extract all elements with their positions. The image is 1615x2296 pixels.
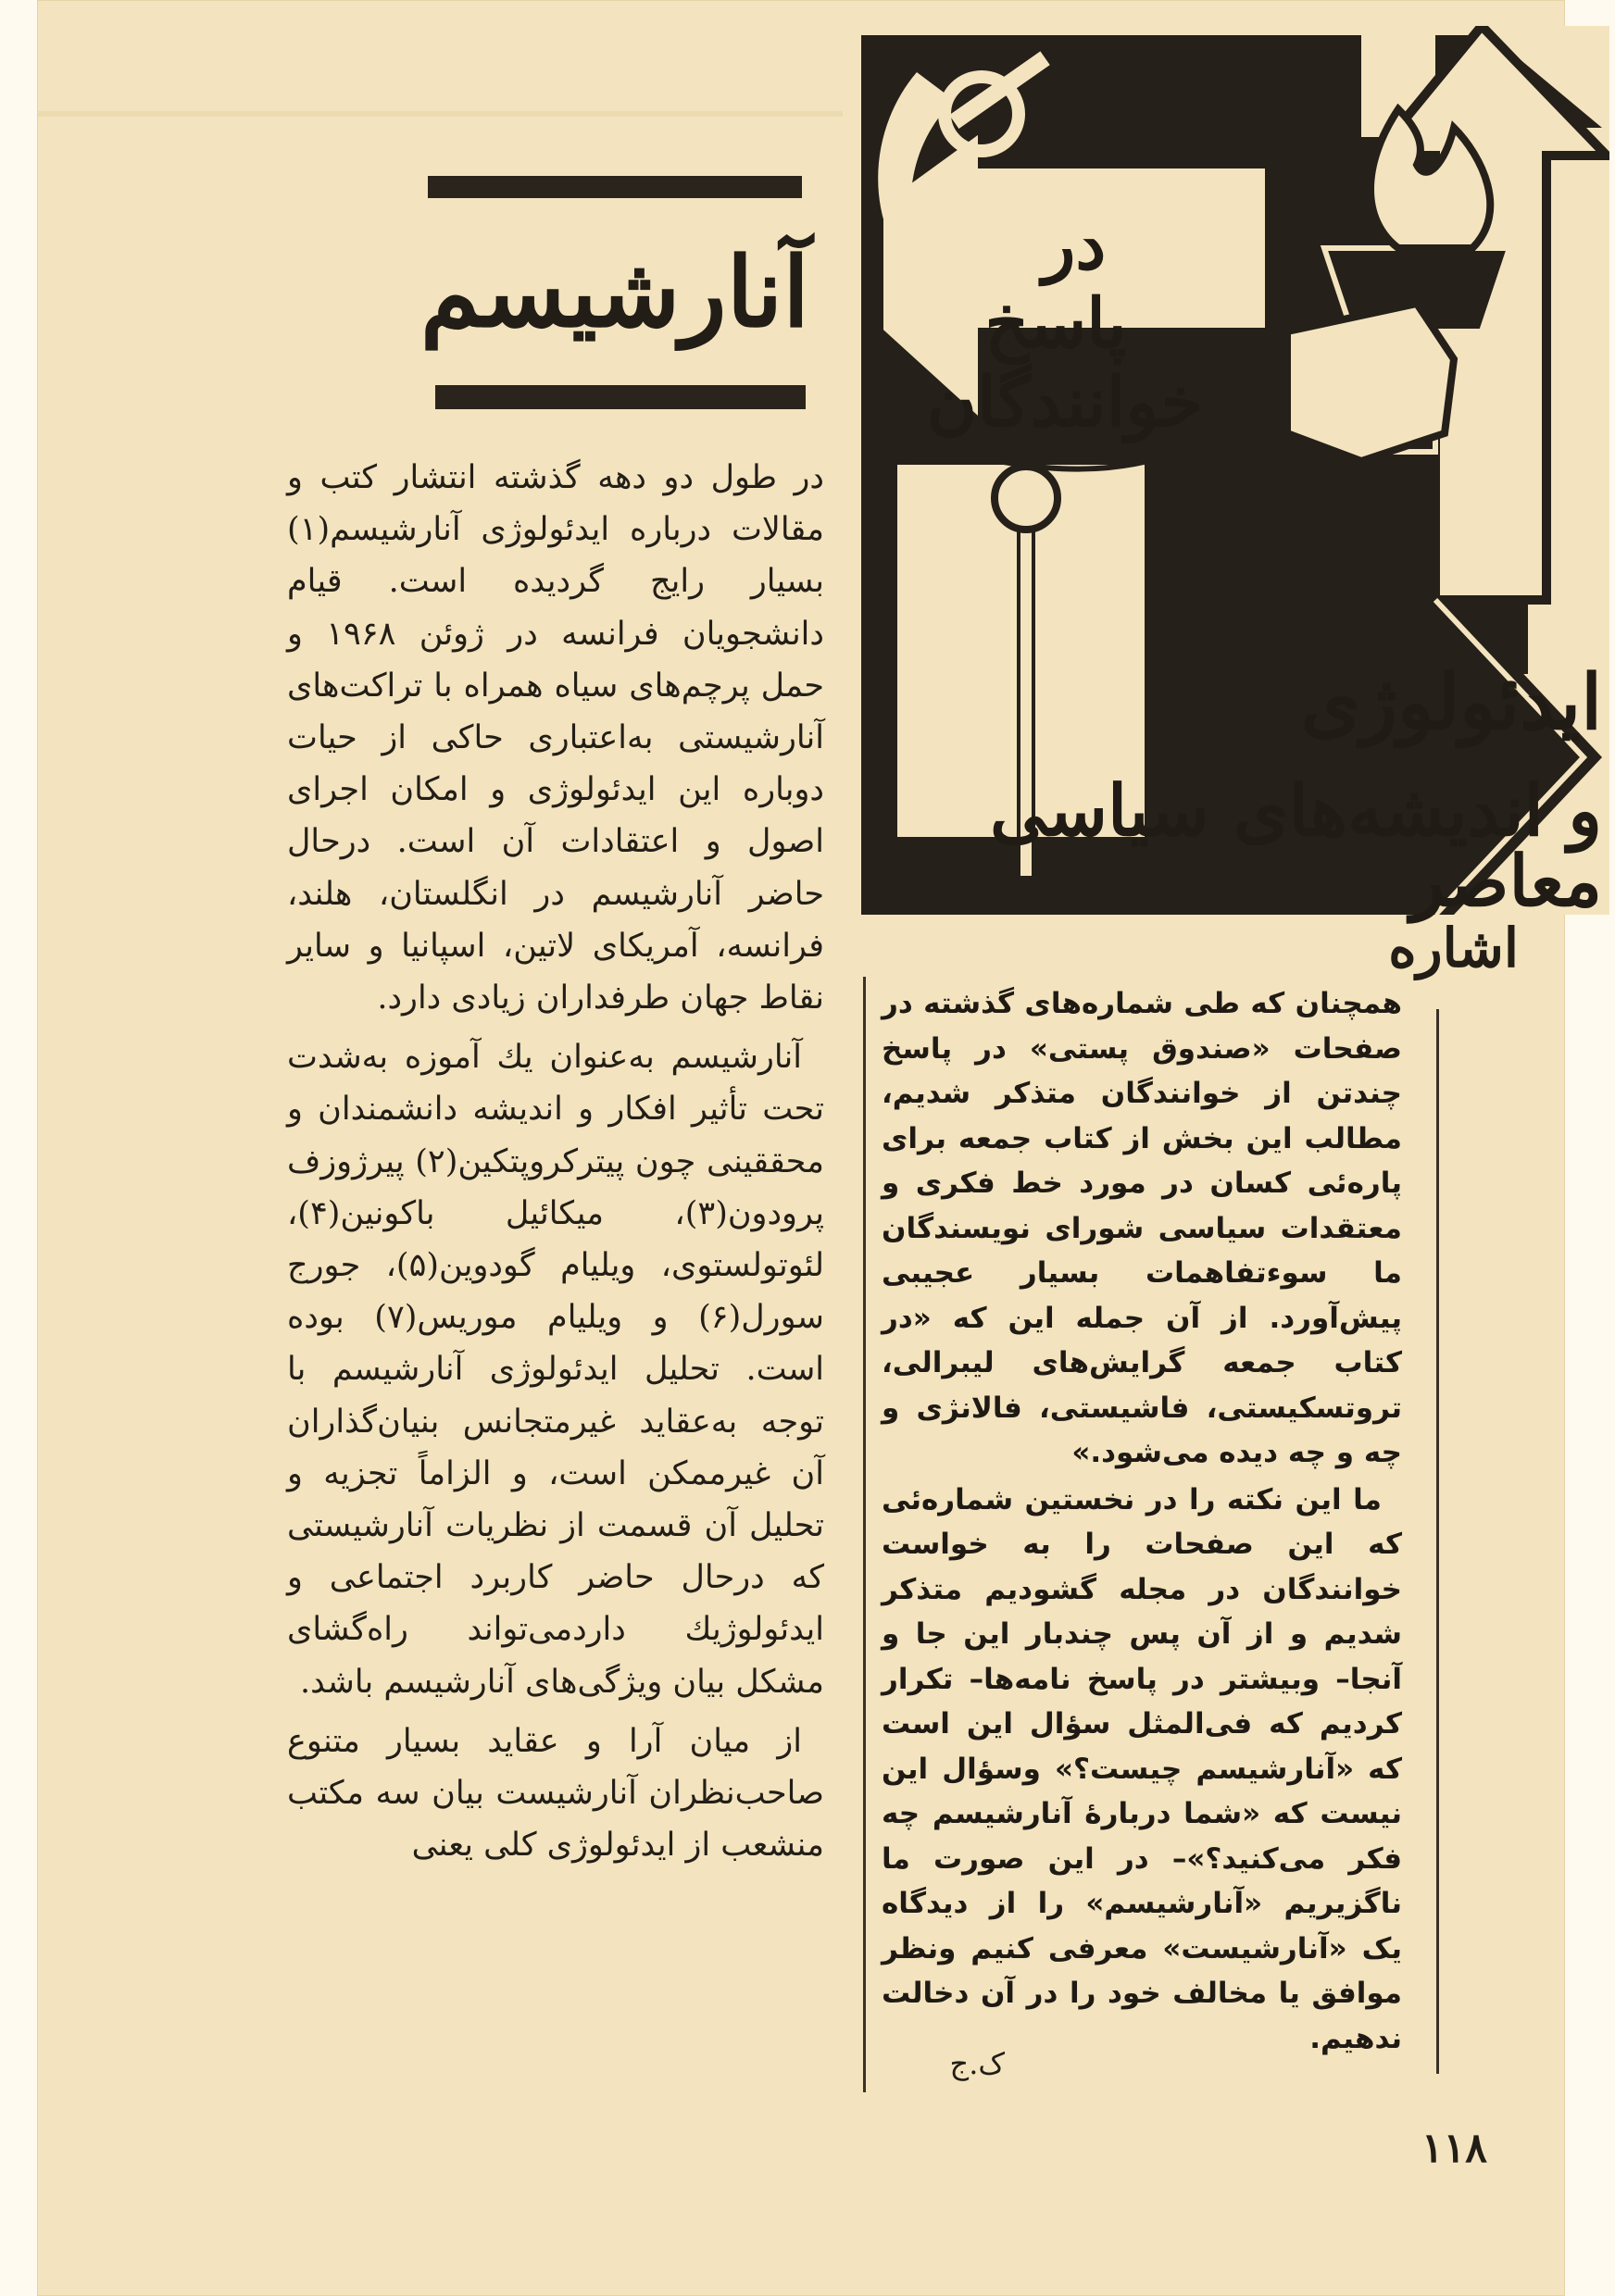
- sidebar-signature: ک.ج: [949, 2046, 1005, 2081]
- sidebar-paragraph: ما این نکته را در نخستین شماره‌ئی که این صفحات را به خواست خوانندگان در مجله گشودیم متذکر شدیم و از آن پس چندبار این جا و آنجا– وبیشتر در پاسخ نامه‌ها– تکرار کردیم که فی‌المثل سؤال این است که «آنارشیسم چیست؟» وسؤال این نیست که «شما دربارهٔ آنارشیسم چه فکر می‌کنید؟»– در این صورت ما ناگزیریم «آنارشیسم» را از دیدگاه یک «آنارشیست» معرفی کنیم ونظر موافق یا مخالف خود را در آن دخالت ندهیم.: [882, 1482, 1402, 2055]
- sidebar-heading: اشاره: [1388, 917, 1519, 980]
- column-divider-left: [863, 977, 866, 2092]
- article-title: آنارشیسم: [419, 234, 810, 349]
- illustration-banner-subtitle: و اندیشه‌های سیاسی معاصر: [990, 769, 1602, 922]
- column-divider-right: [1436, 1009, 1439, 2074]
- sidebar-body: [882, 981, 1402, 2061]
- illustration-line-3: خوانندگان: [926, 363, 1204, 443]
- illustration-banner-title: ایدئولوژی: [1301, 658, 1602, 747]
- sidebar-paragraph: همچنان که طی شماره‌های گذشته در صفحات «صندوق پستی» در پاسخ چندتن از خوانندگان متذکر شدیم، مطالب این بخش از کتاب جمعه برای پاره‌ئی کسان در مورد خط فکری و معتقدات سیاسی شورای نویسندگان ما سوءتفاهمات بسیار عجیبی پیش‌آورد. از آن جمله این که «در کتاب جمعه گرایش‌های لیبرالی، تروتسکیستی، فاشیستی، فالانژی و چه و چه دیده می‌شود.»: [882, 987, 1402, 1469]
- title-rule-bottom: [435, 385, 806, 409]
- illustration-line-1: در: [1042, 206, 1107, 285]
- article-paragraph: در طول دو دهه گذشته انتشار کتب و مقالات درباره ایدئولوژی آنارشیسم(۱) بسیار رایج گردیده است. قیام دانشجویان فرانسه در ژوئن ۱۹۶۸ و حمل پرچم‌های سیاه همراه با تراکت‌های آنارشیستی به‌اعتباری حاکی از حیات دوباره این ایدئولوژی و امکان اجرای اصول و اعتقادات آن است. درحال حاضر آنارشیسم در انگلستان، هلند، فرانسه، آمریکای لاتین، اسپانیا و سایر نقاط جهان طرفداران زیادی دارد.: [287, 459, 824, 1017]
- title-rule-top: [428, 176, 802, 198]
- article-paragraph: از میان آرا و عقاید بسیار متنوع صاحب‌نظران آنارشیست بیان سه مکتب منشعب از ایدئولوژی کلی یعنی: [287, 1722, 824, 1865]
- article-paragraph: آنارشیسم به‌عنوان یك آموزه به‌شدت تحت تأثیر افکار و اندیشه دانشمندان و محققینی چون پیترکروپتکین(۲) پیر‌ژوزف پرودون(۳)، میکائیل باکونین(۴)، لئوتولستوی، ویلیام گودوین(۵)، جورج سورل(۶) و ویلیام موریس(۷) بوده است. تحلیل ایدئولوژی آنارشیسم با توجه به‌عقاید غیرمتجانس بنیان‌گذاران آن غیرممکن است، و الزاماً تجزیه و تحلیل آن قسمت از نظریات آنارشیستی که درحال حاضر کاربرد اجتماعی و ایدئولوژیك داردمی‌تواند راه‌گشای مشکل بیان ویژگی‌های آنارشیسم باشد.: [287, 1039, 824, 1701]
- magazine-page: [37, 0, 1602, 2296]
- illustration-line-2: پاسخ: [984, 284, 1127, 364]
- section-illustration: [843, 26, 1609, 922]
- article-body: [287, 452, 824, 1878]
- page-number: ۱۱۸: [1421, 2125, 1487, 2172]
